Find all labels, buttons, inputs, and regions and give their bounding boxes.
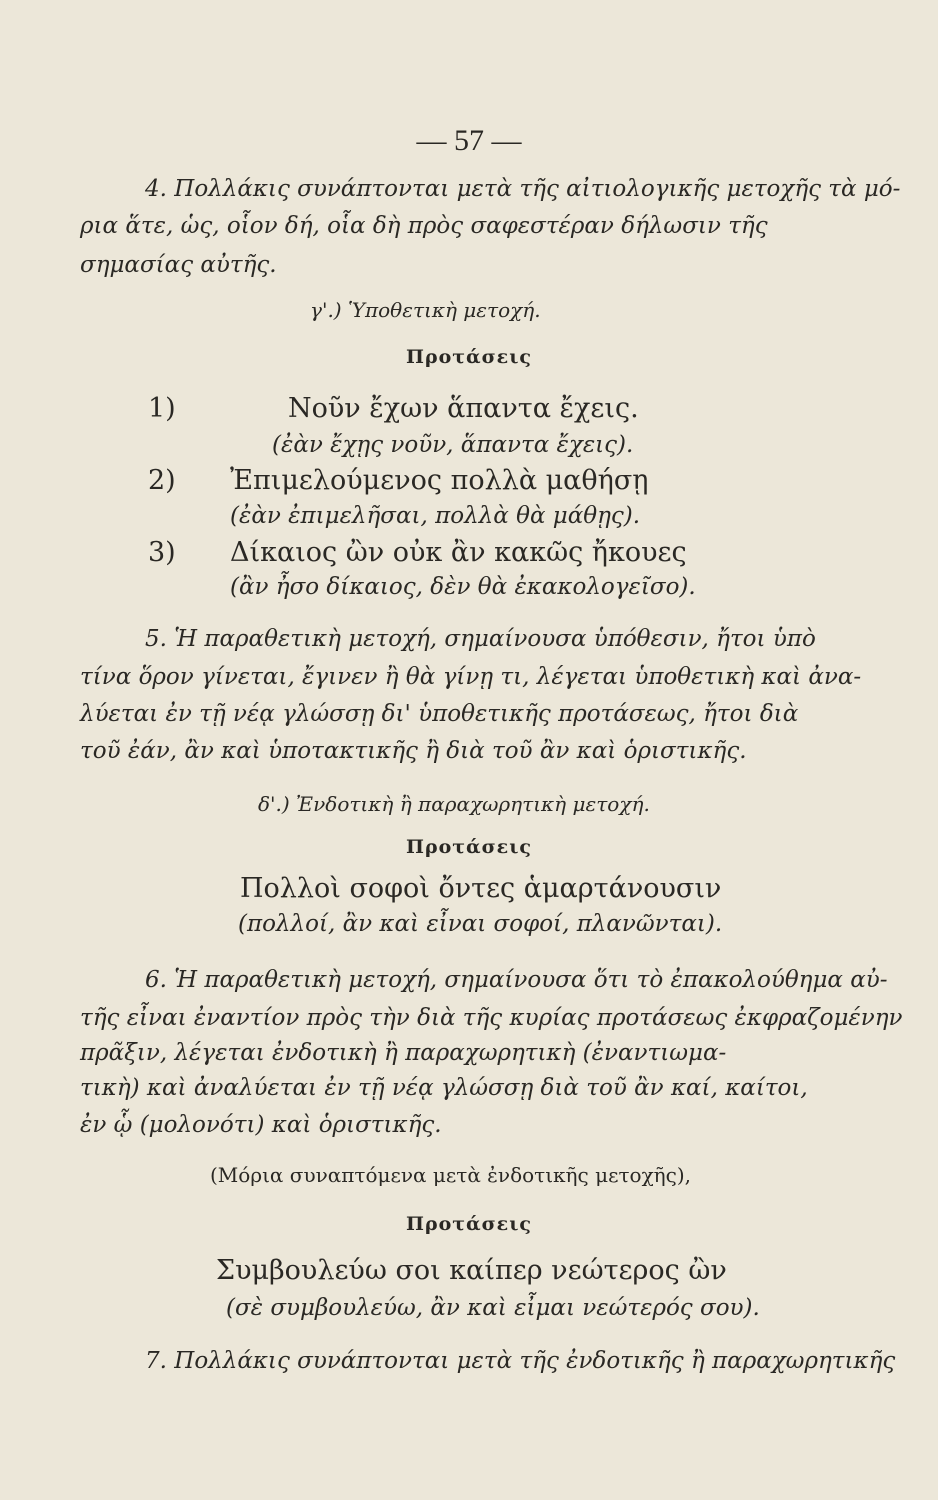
item1-sentence: Νοῦν ἔχων ἅπαντα ἔχεις. <box>288 393 639 424</box>
item2-sentence: Ἐπιμελούμενος πολλὰ μαθήσῃ <box>230 465 649 496</box>
item2-paraphrase: (ἐὰν ἐπιμελῆσαι, πολλὰ θὰ μάθῃς). <box>230 503 641 529</box>
para5-line3: λύεται ἐν τῇ νέᾳ γλώσσῃ δι' ὑποθετικῆς προτάσεως, ἤτοι διὰ <box>80 701 799 727</box>
para6-line2: τῆς εἶναι ἐναντίον πρὸς τὴν διὰ τῆς κυρίας προτάσεως ἐκφραζομένην <box>80 1005 903 1031</box>
section-g-title: γ'.) Ὑποθετικὴ μετοχή. <box>310 298 541 322</box>
particles-note: (Μόρια συναπτόμενα μετὰ ἐνδοτικῆς μετοχῆς), <box>210 1163 692 1187</box>
section-d-example-sentence: Συμβουλεύω σοι καίπερ νεώτερος ὢν <box>216 1255 727 1286</box>
para6-line5: ἐν ᾧ (μολονότι) καὶ ὁριστικῆς. <box>80 1112 442 1138</box>
item2-number: 2) <box>148 465 176 496</box>
section-d-title: δ'.) Ἐνδοτικὴ ἢ παραχωρητικὴ μετοχή. <box>258 792 650 816</box>
para4-line1: 4. Πολλάκις συνάπτονται μετὰ τῆς αἰτιολογικῆς μετοχῆς τὰ μό- <box>145 176 901 202</box>
item3-paraphrase: (ἂν ἦσο δίκαιος, δὲν θὰ ἐκακολογεῖσο). <box>230 574 696 600</box>
item3-sentence: Δίκαιος ὢν οὐκ ἂν κακῶς ἤκουες <box>230 537 687 568</box>
section-g-heading: Προτάσεις <box>406 346 532 368</box>
page-number: — 57 — <box>416 124 522 157</box>
para4-line3: σημασίας αὐτῆς. <box>80 252 277 278</box>
para5-line2: τίνα ὅρον γίνεται, ἔγινεν ἢ θὰ γίνῃ τι, λέγεται ὑποθετικὴ καὶ ἀνα- <box>80 664 862 690</box>
section-d-heading: Προτάσεις <box>406 836 532 858</box>
para6-line4: τικὴ) καὶ ἀναλύεται ἐν τῇ νέᾳ γλώσσῃ διὰ τοῦ ἂν καί, καίτοι, <box>80 1075 808 1101</box>
item1-number: 1) <box>148 393 176 424</box>
item3-number: 3) <box>148 537 176 568</box>
item1-paraphrase: (ἐὰν ἔχῃς νοῦν, ἅπαντα ἔχεις). <box>272 432 634 458</box>
section-d-paraphrase: (πολλοί, ἂν καὶ εἶναι σοφοί, πλανῶνται). <box>238 911 723 937</box>
para4-line2: ρια ἅτε, ὡς, οἷον δή, οἷα δὴ πρὸς σαφεστέραν δήλωσιν τῆς <box>80 213 768 239</box>
para5-line4: τοῦ ἐάν, ἂν καὶ ὑποτακτικῆς ἢ διὰ τοῦ ἂν καὶ ὁριστικῆς. <box>80 738 747 764</box>
para7-line1: 7. Πολλάκις συνάπτονται μετὰ τῆς ἐνδοτικῆς ἢ παραχωρητικῆς <box>145 1348 896 1374</box>
para5-line1: 5. Ἡ παραθετικὴ μετοχή, σημαίνουσα ὑπόθεσιν, ἤτοι ὑπὸ <box>145 626 816 652</box>
section-d-example-heading: Προτάσεις <box>406 1213 532 1235</box>
section-d-example-paraphrase: (σὲ συμβουλεύω, ἂν καὶ εἶμαι νεώτερός σου). <box>226 1295 760 1321</box>
section-d-sentence: Πολλοὶ σοφοὶ ὄντες ἁμαρτάνουσιν <box>240 873 722 904</box>
para6-line3: πρᾶξιν, λέγεται ἐνδοτικὴ ἢ παραχωρητικὴ (ἐναντιωμα- <box>80 1040 727 1066</box>
para6-line1: 6. Ἡ παραθετικὴ μετοχή, σημαίνουσα ὅτι τὸ ἐπακολούθημα αὐ- <box>145 967 888 993</box>
